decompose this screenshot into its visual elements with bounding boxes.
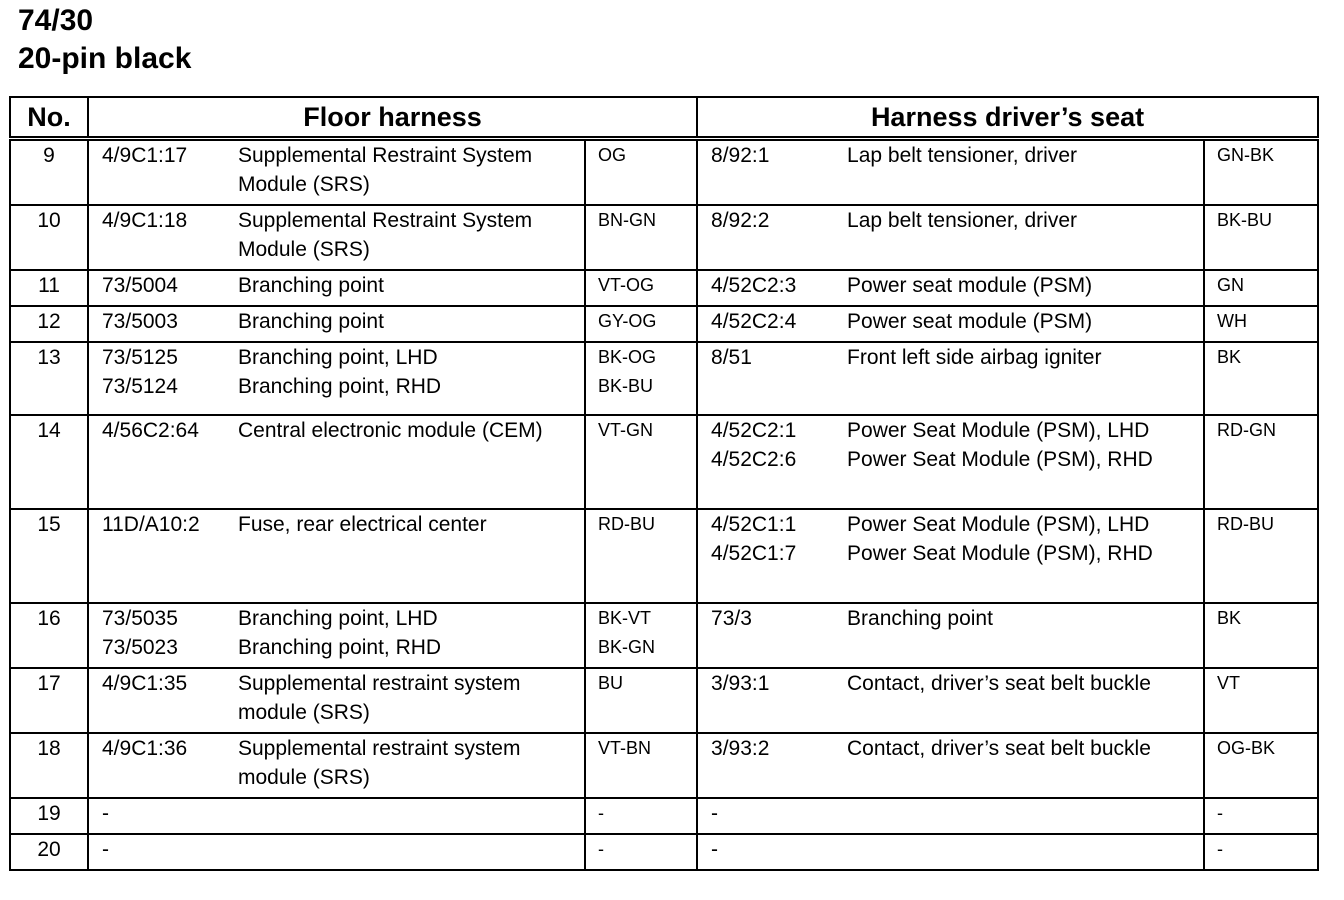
seat-component-description: Contact, driver’s seat belt buckle: [847, 672, 1151, 695]
seat-wire-color: GN-BK: [1217, 145, 1275, 165]
floor-harness-cell: [88, 798, 585, 834]
table-row: [10, 306, 1318, 342]
table-row: [10, 668, 1318, 733]
seat-wire-color: GN: [1217, 275, 1245, 295]
seat-connector-code: 4/52C2:4: [711, 310, 797, 333]
pin-number: 15: [10, 509, 88, 603]
seat-wire-color: VT: [1217, 673, 1241, 693]
floor-component-description: Supplemental Restraint System Module (SRS): [238, 209, 533, 261]
floor-component-description: Branching point: [238, 274, 384, 297]
seat-component-description: Power Seat Module (PSM), LHD: [847, 419, 1150, 442]
table-row: [10, 509, 1318, 603]
seat-harness-cell: [697, 205, 1204, 270]
pin-number: 10: [10, 205, 88, 270]
floor-wire-color: VT-BN: [598, 738, 652, 758]
floor-component-description: Fuse, rear electrical center: [238, 513, 487, 536]
floor-connector-code: 73/5125: [102, 346, 178, 369]
floor-wire-color-cell: [585, 834, 697, 870]
seat-connector-code: 3/93:1: [711, 672, 770, 695]
floor-harness-cell: [88, 834, 585, 870]
floor-wire-color-cell: [585, 415, 697, 509]
floor-wire-color: BK-VT: [598, 608, 652, 628]
seat-wire-color-cell: [1204, 668, 1318, 733]
floor-connector-code: 4/9C1:17: [102, 144, 188, 167]
floor-harness-cell: [88, 342, 585, 415]
seat-wire-color: RD-BU: [1217, 514, 1275, 534]
floor-component-description: [238, 835, 584, 864]
connector-id: 74/30: [18, 4, 94, 37]
seat-wire-color-cell: [1204, 509, 1318, 603]
floor-harness-cell: [88, 306, 585, 342]
floor-connector-code: 4/9C1:35: [102, 672, 188, 695]
pin-number: 9: [10, 139, 88, 206]
seat-wire-color-cell: [1204, 798, 1318, 834]
floor-component-description: Supplemental restraint system module (SRS): [238, 737, 521, 789]
seat-harness-cell: [697, 342, 1204, 415]
floor-connector-code: 73/5035: [102, 607, 178, 630]
seat-harness-cell: [697, 834, 1204, 870]
seat-component-description: Lap belt tensioner, driver: [847, 209, 1077, 232]
pin-number: 20: [10, 834, 88, 870]
seat-wire-color: -: [1217, 803, 1224, 823]
connector-description: 20-pin black: [18, 42, 192, 75]
floor-wire-color: -: [598, 839, 604, 859]
floor-connector-code: 11D/A10:2: [102, 513, 200, 536]
seat-component-description: Lap belt tensioner, driver: [847, 144, 1077, 167]
seat-harness-cell: [697, 733, 1204, 798]
seat-connector-code: -: [711, 838, 719, 861]
seat-component-description: [847, 835, 1203, 864]
floor-connector-code: -: [102, 838, 109, 861]
table-row: [10, 834, 1318, 870]
table-body: [10, 139, 1318, 871]
seat-connector-code: 8/92:2: [711, 209, 770, 232]
seat-component-description: Power Seat Module (PSM), RHD: [847, 542, 1153, 565]
document-title: [18, 2, 191, 78]
seat-connector-code: 4/52C2:6: [711, 448, 797, 471]
pin-number: 18: [10, 733, 88, 798]
pin-number: 12: [10, 306, 88, 342]
floor-wire-color-cell: [585, 668, 697, 733]
floor-wire-color-cell: [585, 306, 697, 342]
floor-connector-code: 73/5124: [102, 375, 178, 398]
seat-component-description: Branching point: [847, 607, 993, 630]
floor-wire-color: BK-OG: [598, 347, 657, 367]
floor-connector-code: 73/5003: [102, 310, 178, 333]
floor-component-description: Supplemental Restraint System Module (SRS): [238, 144, 533, 196]
table-row: [10, 270, 1318, 306]
table-row: [10, 342, 1318, 415]
floor-wire-color-cell: [585, 139, 697, 206]
pin-number: 16: [10, 603, 88, 668]
header-row: [10, 97, 1318, 139]
seat-wire-color-cell: [1204, 342, 1318, 415]
floor-connector-code: 4/9C1:36: [102, 737, 188, 760]
floor-harness-cell: [88, 668, 585, 733]
seat-wire-color-cell: [1204, 139, 1318, 206]
seat-harness-cell: [697, 668, 1204, 733]
pin-number: 17: [10, 668, 88, 733]
floor-wire-color: -: [598, 803, 604, 823]
header-seat-harness: Harness driver’s seat: [697, 97, 1318, 139]
floor-wire-color-cell: [585, 342, 697, 415]
table-row: [10, 733, 1318, 798]
seat-harness-cell: [697, 509, 1204, 603]
floor-harness-cell: [88, 603, 585, 668]
seat-harness-cell: [697, 270, 1204, 306]
floor-wire-color: OG: [598, 145, 627, 165]
floor-connector-code: 73/5023: [102, 636, 178, 659]
table-row: [10, 798, 1318, 834]
floor-connector-code: 73/5004: [102, 274, 178, 297]
floor-component-description: Branching point, LHD: [238, 346, 438, 369]
seat-component-description: Power seat module (PSM): [847, 310, 1093, 333]
seat-connector-code: 4/52C1:7: [711, 542, 797, 565]
header-floor-harness: Floor harness: [88, 97, 697, 139]
table-row: [10, 139, 1318, 206]
floor-harness-cell: [88, 139, 585, 206]
seat-wire-color-cell: [1204, 270, 1318, 306]
floor-harness-cell: [88, 509, 585, 603]
seat-harness-cell: [697, 306, 1204, 342]
seat-connector-code: 4/52C2:1: [711, 419, 797, 442]
seat-wire-color: WH: [1217, 311, 1248, 331]
pin-number: 14: [10, 415, 88, 509]
seat-wire-color-cell: [1204, 733, 1318, 798]
seat-connector-code: 8/51: [711, 346, 752, 369]
seat-wire-color: OG-BK: [1217, 738, 1276, 758]
floor-wire-color: GY-OG: [598, 311, 657, 331]
floor-component-description: Branching point, LHD: [238, 607, 438, 630]
pin-number: 19: [10, 798, 88, 834]
seat-wire-color-cell: [1204, 306, 1318, 342]
seat-wire-color: RD-GN: [1217, 420, 1277, 440]
floor-component-description: Central electronic module (CEM): [238, 419, 543, 442]
seat-wire-color: BK-BU: [1217, 210, 1273, 230]
floor-wire-color-cell: [585, 798, 697, 834]
floor-wire-color: VT-GN: [598, 420, 654, 440]
seat-wire-color-cell: [1204, 834, 1318, 870]
seat-connector-code: 8/92:1: [711, 144, 770, 167]
seat-wire-color: BK: [1217, 347, 1242, 367]
table-row: [10, 603, 1318, 668]
seat-connector-code: 3/93:2: [711, 737, 770, 760]
seat-connector-code: -: [711, 802, 719, 825]
floor-connector-code: 4/9C1:18: [102, 209, 188, 232]
pin-number: 13: [10, 342, 88, 415]
floor-wire-color-cell: [585, 509, 697, 603]
floor-harness-cell: [88, 415, 585, 509]
floor-harness-cell: [88, 270, 585, 306]
floor-wire-color: BK-BU: [598, 376, 654, 396]
header-no: No.: [10, 97, 88, 139]
seat-harness-cell: [697, 603, 1204, 668]
seat-component-description: Power Seat Module (PSM), LHD: [847, 513, 1150, 536]
floor-harness-cell: [88, 205, 585, 270]
floor-wire-color: RD-BU: [598, 514, 655, 534]
seat-component-description: Power seat module (PSM): [847, 274, 1093, 297]
seat-harness-cell: [697, 798, 1204, 834]
seat-wire-color-cell: [1204, 205, 1318, 270]
seat-connector-code: 4/52C1:1: [711, 513, 797, 536]
floor-wire-color-cell: [585, 205, 697, 270]
floor-component-description: Supplemental restraint system module (SRS): [238, 672, 521, 724]
floor-component-description: Branching point, RHD: [238, 636, 442, 659]
floor-wire-color: VT-OG: [598, 275, 655, 295]
floor-connector-code: 4/56C2:64: [102, 419, 199, 442]
floor-wire-color-cell: [585, 270, 697, 306]
seat-connector-code: 4/52C2:3: [711, 274, 797, 297]
floor-wire-color: BN-GN: [598, 210, 656, 230]
seat-harness-cell: [697, 139, 1204, 206]
seat-component-description: Power Seat Module (PSM), RHD: [847, 448, 1153, 471]
floor-component-description: Branching point, RHD: [238, 375, 442, 398]
floor-wire-color-cell: [585, 733, 697, 798]
seat-wire-color-cell: [1204, 415, 1318, 509]
floor-connector-code: -: [102, 802, 109, 825]
seat-connector-code: 73/3: [711, 607, 752, 630]
seat-component-description: Contact, driver’s seat belt buckle: [847, 737, 1151, 760]
seat-harness-cell: [697, 415, 1204, 509]
pin-table: [9, 96, 1319, 871]
seat-component-description: Front left side airbag igniter: [847, 346, 1102, 369]
floor-component-description: Branching point: [238, 310, 384, 333]
table-row: [10, 415, 1318, 509]
pin-number: 11: [10, 270, 88, 306]
table-row: [10, 205, 1318, 270]
seat-component-description: [847, 799, 1203, 828]
seat-wire-color: BK: [1217, 608, 1242, 628]
floor-component-description: [238, 799, 584, 828]
floor-wire-color: BK-GN: [598, 637, 656, 657]
floor-wire-color-cell: [585, 603, 697, 668]
floor-wire-color: BU: [598, 673, 624, 693]
seat-wire-color: -: [1217, 839, 1224, 859]
floor-harness-cell: [88, 733, 585, 798]
seat-wire-color-cell: [1204, 603, 1318, 668]
